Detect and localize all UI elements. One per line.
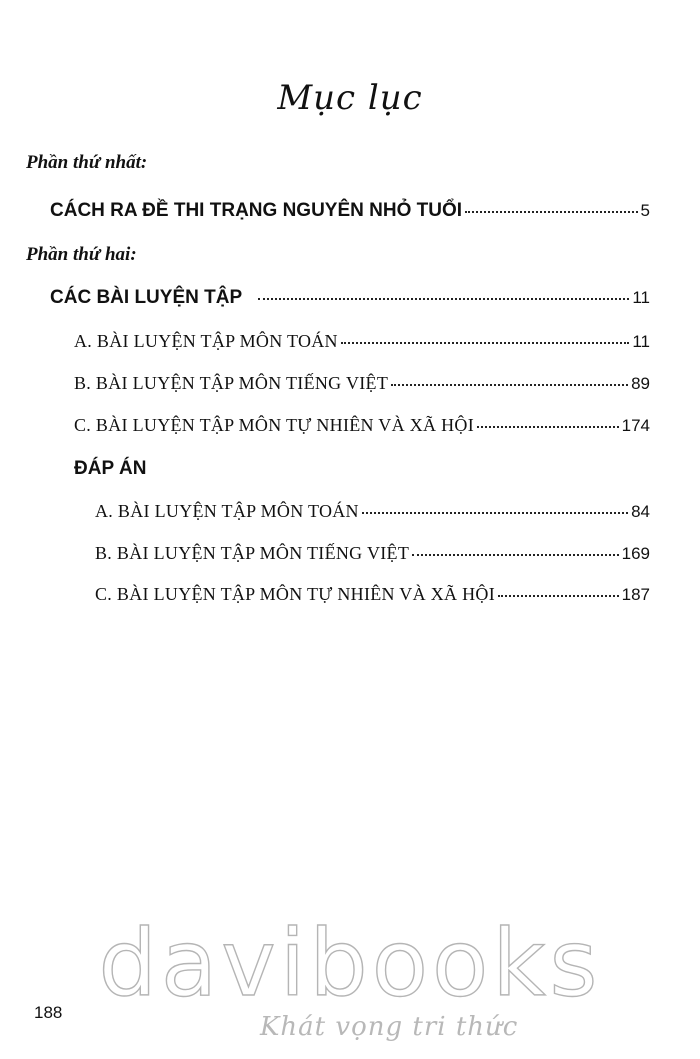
page-title: Mục lục xyxy=(277,78,423,118)
toc-entry-title: C. BÀI LUYỆN TẬP MÔN TỰ NHIÊN VÀ XÃ HỘI xyxy=(95,584,495,604)
toc-entry-page: 11 xyxy=(632,332,650,351)
toc-entry-title: CÁC BÀI LUYỆN TẬP xyxy=(50,287,243,308)
toc-entry-answer-nature-society xyxy=(95,584,650,605)
toc-entry-exercise-nature-society xyxy=(74,415,650,436)
toc-entry-answer-math xyxy=(95,501,650,522)
watermark-tagline: Khát vọng tri thức xyxy=(260,1012,519,1042)
toc-entry-page: 169 xyxy=(621,544,650,563)
toc-entry-exercises xyxy=(50,287,650,309)
toc-entry-contest-method xyxy=(50,200,650,222)
toc-entry-exercise-vietnamese xyxy=(74,373,650,394)
part-one-label: Phần thứ nhất: xyxy=(26,152,148,173)
dot-leader xyxy=(362,512,628,514)
toc-entry-page: 84 xyxy=(631,502,650,521)
toc-entry-exercise-math xyxy=(74,331,650,352)
toc-entry-title: A. BÀI LUYỆN TẬP MÔN TOÁN xyxy=(95,501,359,521)
toc-entry-title: B. BÀI LUYỆN TẬP MÔN TIẾNG VIỆT xyxy=(74,373,389,393)
dot-leader xyxy=(465,211,638,213)
answers-heading: ĐÁP ÁN xyxy=(74,458,147,479)
part-two-label: Phần thứ hai: xyxy=(26,244,137,265)
watermark-brand: davibooks xyxy=(98,910,602,1017)
dot-leader xyxy=(391,384,628,386)
toc-entry-title: CÁCH RA ĐỀ THI TRẠNG NGUYÊN NHỎ TUỔI xyxy=(50,200,463,221)
dot-leader xyxy=(412,554,619,556)
toc-entry-page: 5 xyxy=(640,201,650,220)
toc-entry-page: 89 xyxy=(631,374,650,393)
toc-entry-title: B. BÀI LUYỆN TẬP MÔN TIẾNG VIỆT xyxy=(95,543,410,563)
dot-leader xyxy=(341,342,630,344)
dot-leader xyxy=(477,426,619,428)
toc-entry-page: 174 xyxy=(621,416,650,435)
toc-entry-page: 187 xyxy=(621,585,650,604)
toc-entry-title: C. BÀI LUYỆN TẬP MÔN TỰ NHIÊN VÀ XÃ HỘI xyxy=(74,415,474,435)
dot-leader xyxy=(498,595,619,597)
dot-leader xyxy=(258,298,629,300)
toc-entry-page: 11 xyxy=(632,288,650,307)
page-number: 188 xyxy=(34,1003,63,1022)
toc-entry-title: A. BÀI LUYỆN TẬP MÔN TOÁN xyxy=(74,331,338,351)
toc-entry-answer-vietnamese xyxy=(95,543,650,564)
